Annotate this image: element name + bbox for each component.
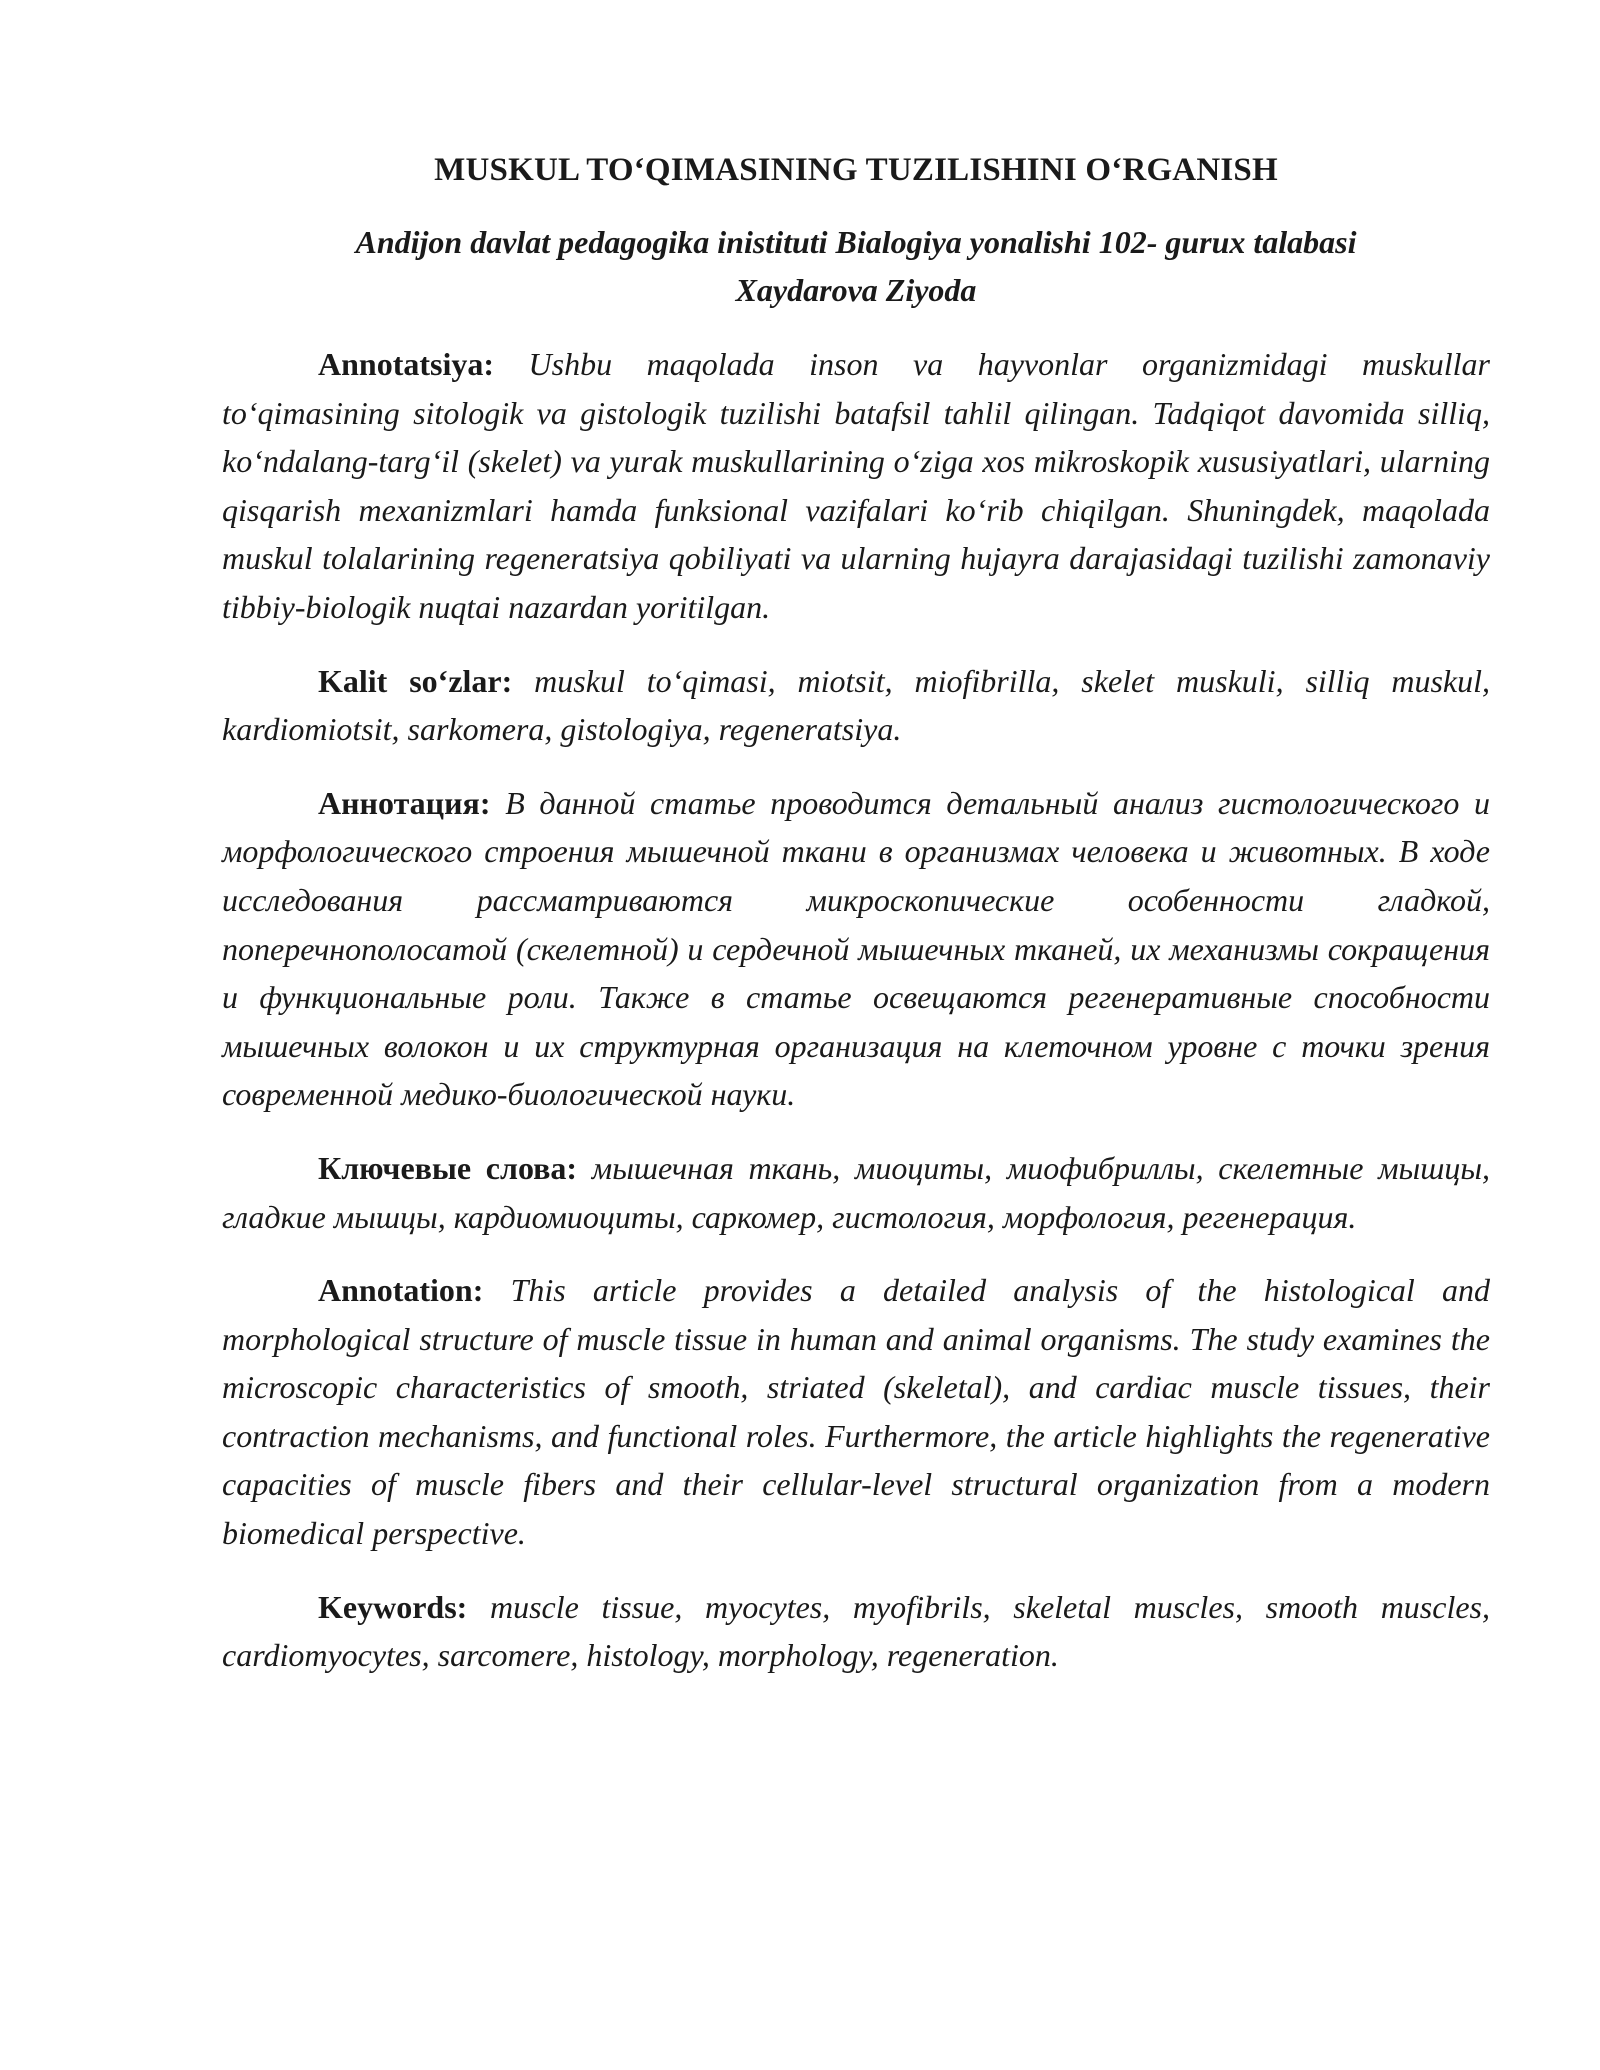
keywords-en — [222, 1583, 1490, 1680]
abstract-uz-text: Ushbu maqolada inson va hayvonlar organizmidagi muskullar to‘qimasining sitologik va gistologik tuzilishi batafsil tahlil qilingan. Tadqiqot davomida silliq, ko‘ndalang-targ‘il (skelet) va yurak muskullarining o‘ziga xos mikroskopik xususiyatlari, ularning qisqarish mexanizmlari hamda funksional vazifalari ko‘rib chiqilgan. Shuningdek, maqolada muskul tolalarining regeneratsiya qobiliyati va ularning hujayra darajasidagi tuzilishi zamonaviy tibbiy-biologik nuqtai nazardan yoritilgan. — [222, 346, 1491, 625]
keywords-uz-text: muskul to‘qimasi, miotsit, miofibrilla, skelet muskuli, silliq muskul, kardiomiotsit, sarkomera, gistologiya, regeneratsiya. — [222, 662, 1491, 748]
keywords-en-text: muscle tissue, myocytes, myofibrils, skeletal muscles, smooth muscles, cardiomyocytes, sarcomere, histology, morphology, regeneration. — [222, 1588, 1491, 1674]
abstract-uz — [222, 340, 1490, 632]
author-name: Xaydarova Ziyoda — [735, 272, 977, 308]
keywords-uz — [222, 657, 1490, 754]
keywords-ru-text: мышечная ткань, миоциты, миофибриллы, скелетные мышцы, гладкие мышцы, кардиомиоциты, саркомер, гистология, морфология, регенерация. — [222, 1149, 1491, 1235]
keywords-uz-label: Kalit so‘zlar: — [318, 662, 513, 699]
paper-title: MUSKUL TO‘QIMASINING TUZILISHINI O‘RGANISH — [434, 152, 1278, 188]
abstract-en-text: This article provides a detailed analysis of the histological and morphological structure of muscle tissue in human and animal organisms. The study examines the microscopic characteristics of smooth, striated (skeletal), and cardiac muscle tissues, their contraction mechanisms, and functional roles. Furthermore, the article highlights the regenerative capacities of muscle fibers and their cellular-level structural organization from a modern biomedical perspective. — [222, 1272, 1491, 1552]
author-affiliation — [222, 218, 1490, 314]
paper-page — [222, 150, 1490, 1705]
abstract-en — [222, 1266, 1490, 1558]
abstract-ru-text: В данной статье проводится детальный анализ гистологического и морфологического строения мышечной ткани в организмах человека и животных. В ходе исследования рассматриваются микроскопические особенности гладкой, поперечнополосатой (скелетной) и сердечной мышечных тканей, их механизмы сокращения и функциональные роли. Также в статье освещаются регенеративные способности мышечных волокон и их структурная организация на клеточном уровне с точки зрения современной медико-биологической науки. — [222, 784, 1491, 1113]
abstract-en-label: Annotation: — [318, 1272, 484, 1309]
keywords-en-label: Keywords: — [318, 1588, 468, 1625]
abstract-uz-label: Annotatsiya: — [318, 346, 495, 382]
abstract-ru-label: Аннотация: — [318, 784, 491, 821]
keywords-ru-label: Ключевые слова: — [318, 1149, 578, 1186]
keywords-ru — [222, 1144, 1490, 1241]
affiliation-line: Andijon davlat pedagogika inistituti Bialogiya yonalishi 102- gurux talabasi — [355, 224, 1357, 260]
abstract-ru — [222, 779, 1490, 1119]
